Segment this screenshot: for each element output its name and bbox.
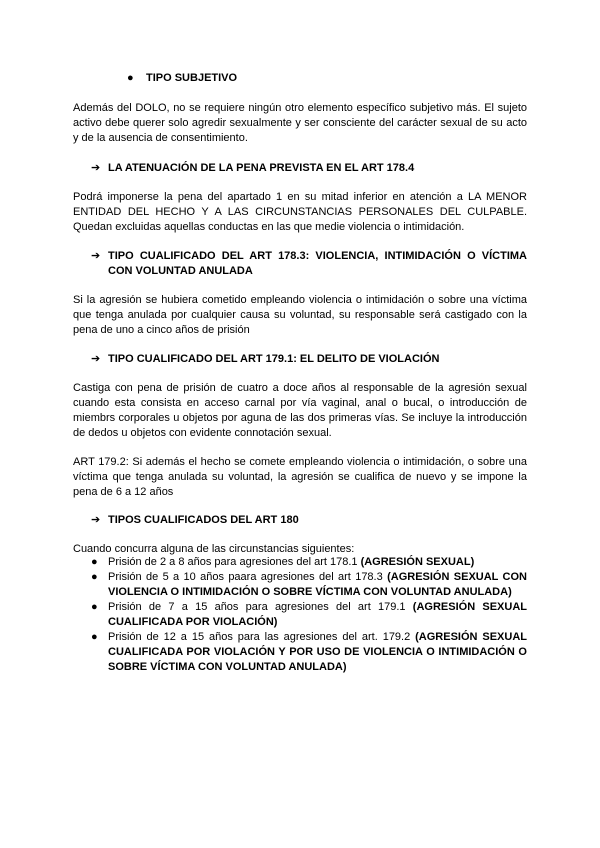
item-bold-text: (AGRESIÓN SEXUAL CUALIFICADA POR VIOLACIÓN) (108, 601, 528, 628)
item-bold-text: (AGRESIÓN SEXUAL) (360, 556, 475, 568)
bullet-icon: ● (91, 556, 98, 568)
item-text: Prisión de 7 a 15 años para agresiones del art 179.1 (108, 601, 413, 613)
heading-tipo-subjetivo (127, 71, 237, 86)
bullet-icon: ● (91, 601, 98, 613)
bullet-icon: ● (91, 631, 98, 643)
paragraph-cualificado-179-1: Castiga con pena de prisión de cuatro a doce años al responsable de la agresión sexual cuando esta consista en acceso carnal por vía vaginal, anal o bucal, o introducción de miembrs corporales u objetos por aguna de las dos primeras vías. Se incluye la introducción de dedos u objetos con evidente connotación sexual. (73, 382, 527, 439)
paragraph-tipo-subjetivo: Además del DOLO, no se requiere ningún otro elemento específico subjetivo más. El sujeto activo debe querer solo agredir sexualmente y ser consciente del carácter sexual de su acto y de la ausencia de consentimiento. (73, 102, 527, 144)
heading-cualificado-179-1 (91, 352, 527, 367)
list-item (91, 555, 527, 570)
heading-text: TIPO CUALIFICADO DEL ART 178.3: VIOLENCIA, INTIMIDACIÓN O VÍCTIMA CON VOLUNTAD ANULADA (108, 250, 527, 277)
heading-text: TIPO CUALIFICADO DEL ART 179.1: EL DELITO DE VIOLACIÓN (108, 353, 440, 365)
item-bold-text: (AGRESIÓN SEXUAL CUALIFICADA POR VIOLACIÓN Y POR USO DE VIOLENCIA O INTIMIDACIÓN O SOBRE VÍCTIMA CON VOLUNTAD ANULADA) (108, 631, 527, 673)
list-item (91, 570, 527, 600)
item-bold-text: (AGRESIÓN SEXUAL CON VIOLENCIA O INTIMIDACIÓN O SOBRE VÍCTIMA CON VOLUNTAD ANULADA) (108, 571, 528, 598)
item-text: Prisión de 5 a 10 años paara agresiones del art 178.3 (108, 571, 388, 583)
arrow-right-icon: ➔ (91, 250, 101, 262)
heading-text: TIPO SUBJETIVO (146, 72, 238, 84)
bullet-icon: ● (127, 72, 134, 84)
arrow-right-icon: ➔ (91, 514, 101, 526)
paragraph-cualificado-178-3: Si la agresión se hubiera cometido empleando violencia o intimidación o sobre una víctima que tenga anulada por cualquier causa su voluntad, su responsable será castigado con la pena de uno a cinco años de prisión (73, 294, 527, 336)
item-text: Prisión de 12 a 15 años para las agresiones del art. 179.2 (108, 631, 416, 643)
list-item (91, 630, 527, 675)
arrow-right-icon: ➔ (91, 162, 101, 174)
paragraph-art-179-2: ART 179.2: Si además el hecho se comete empleando violencia o intimidación, o sobre una víctima que tenga anulada su voluntad, la agresión se cualifica de nuevo y se impone la pena de 6 a 12 años (73, 456, 527, 498)
item-text: Prisión de 2 a 8 años para agresiones del art 178.1 (108, 556, 361, 568)
heading-cualificados-180 (91, 513, 527, 528)
heading-cualificado-178-3 (91, 249, 527, 279)
paragraph-intro-180: Cuando concurra alguna de las circunstancias siguientes: (73, 543, 355, 555)
penalty-list (91, 555, 527, 675)
heading-text: LA ATENUACIÓN DE LA PENA PREVISTA EN EL ART 178.4 (108, 162, 415, 174)
paragraph-atenuacion: Podrá imponerse la pena del apartado 1 en su mitad inferior en atención a LA MENOR ENTIDAD DEL HECHO Y A LAS CIRCUNSTANCIAS PERSONALES DEL CULPABLE. Quedan excluidas aquellas conductas en las que medie violencia o intimidación. (73, 191, 527, 233)
list-item (91, 600, 527, 630)
arrow-right-icon: ➔ (91, 353, 101, 365)
heading-text: TIPOS CUALIFICADOS DEL ART 180 (108, 514, 299, 526)
heading-atenuacion (91, 161, 527, 176)
bullet-icon: ● (91, 571, 98, 583)
